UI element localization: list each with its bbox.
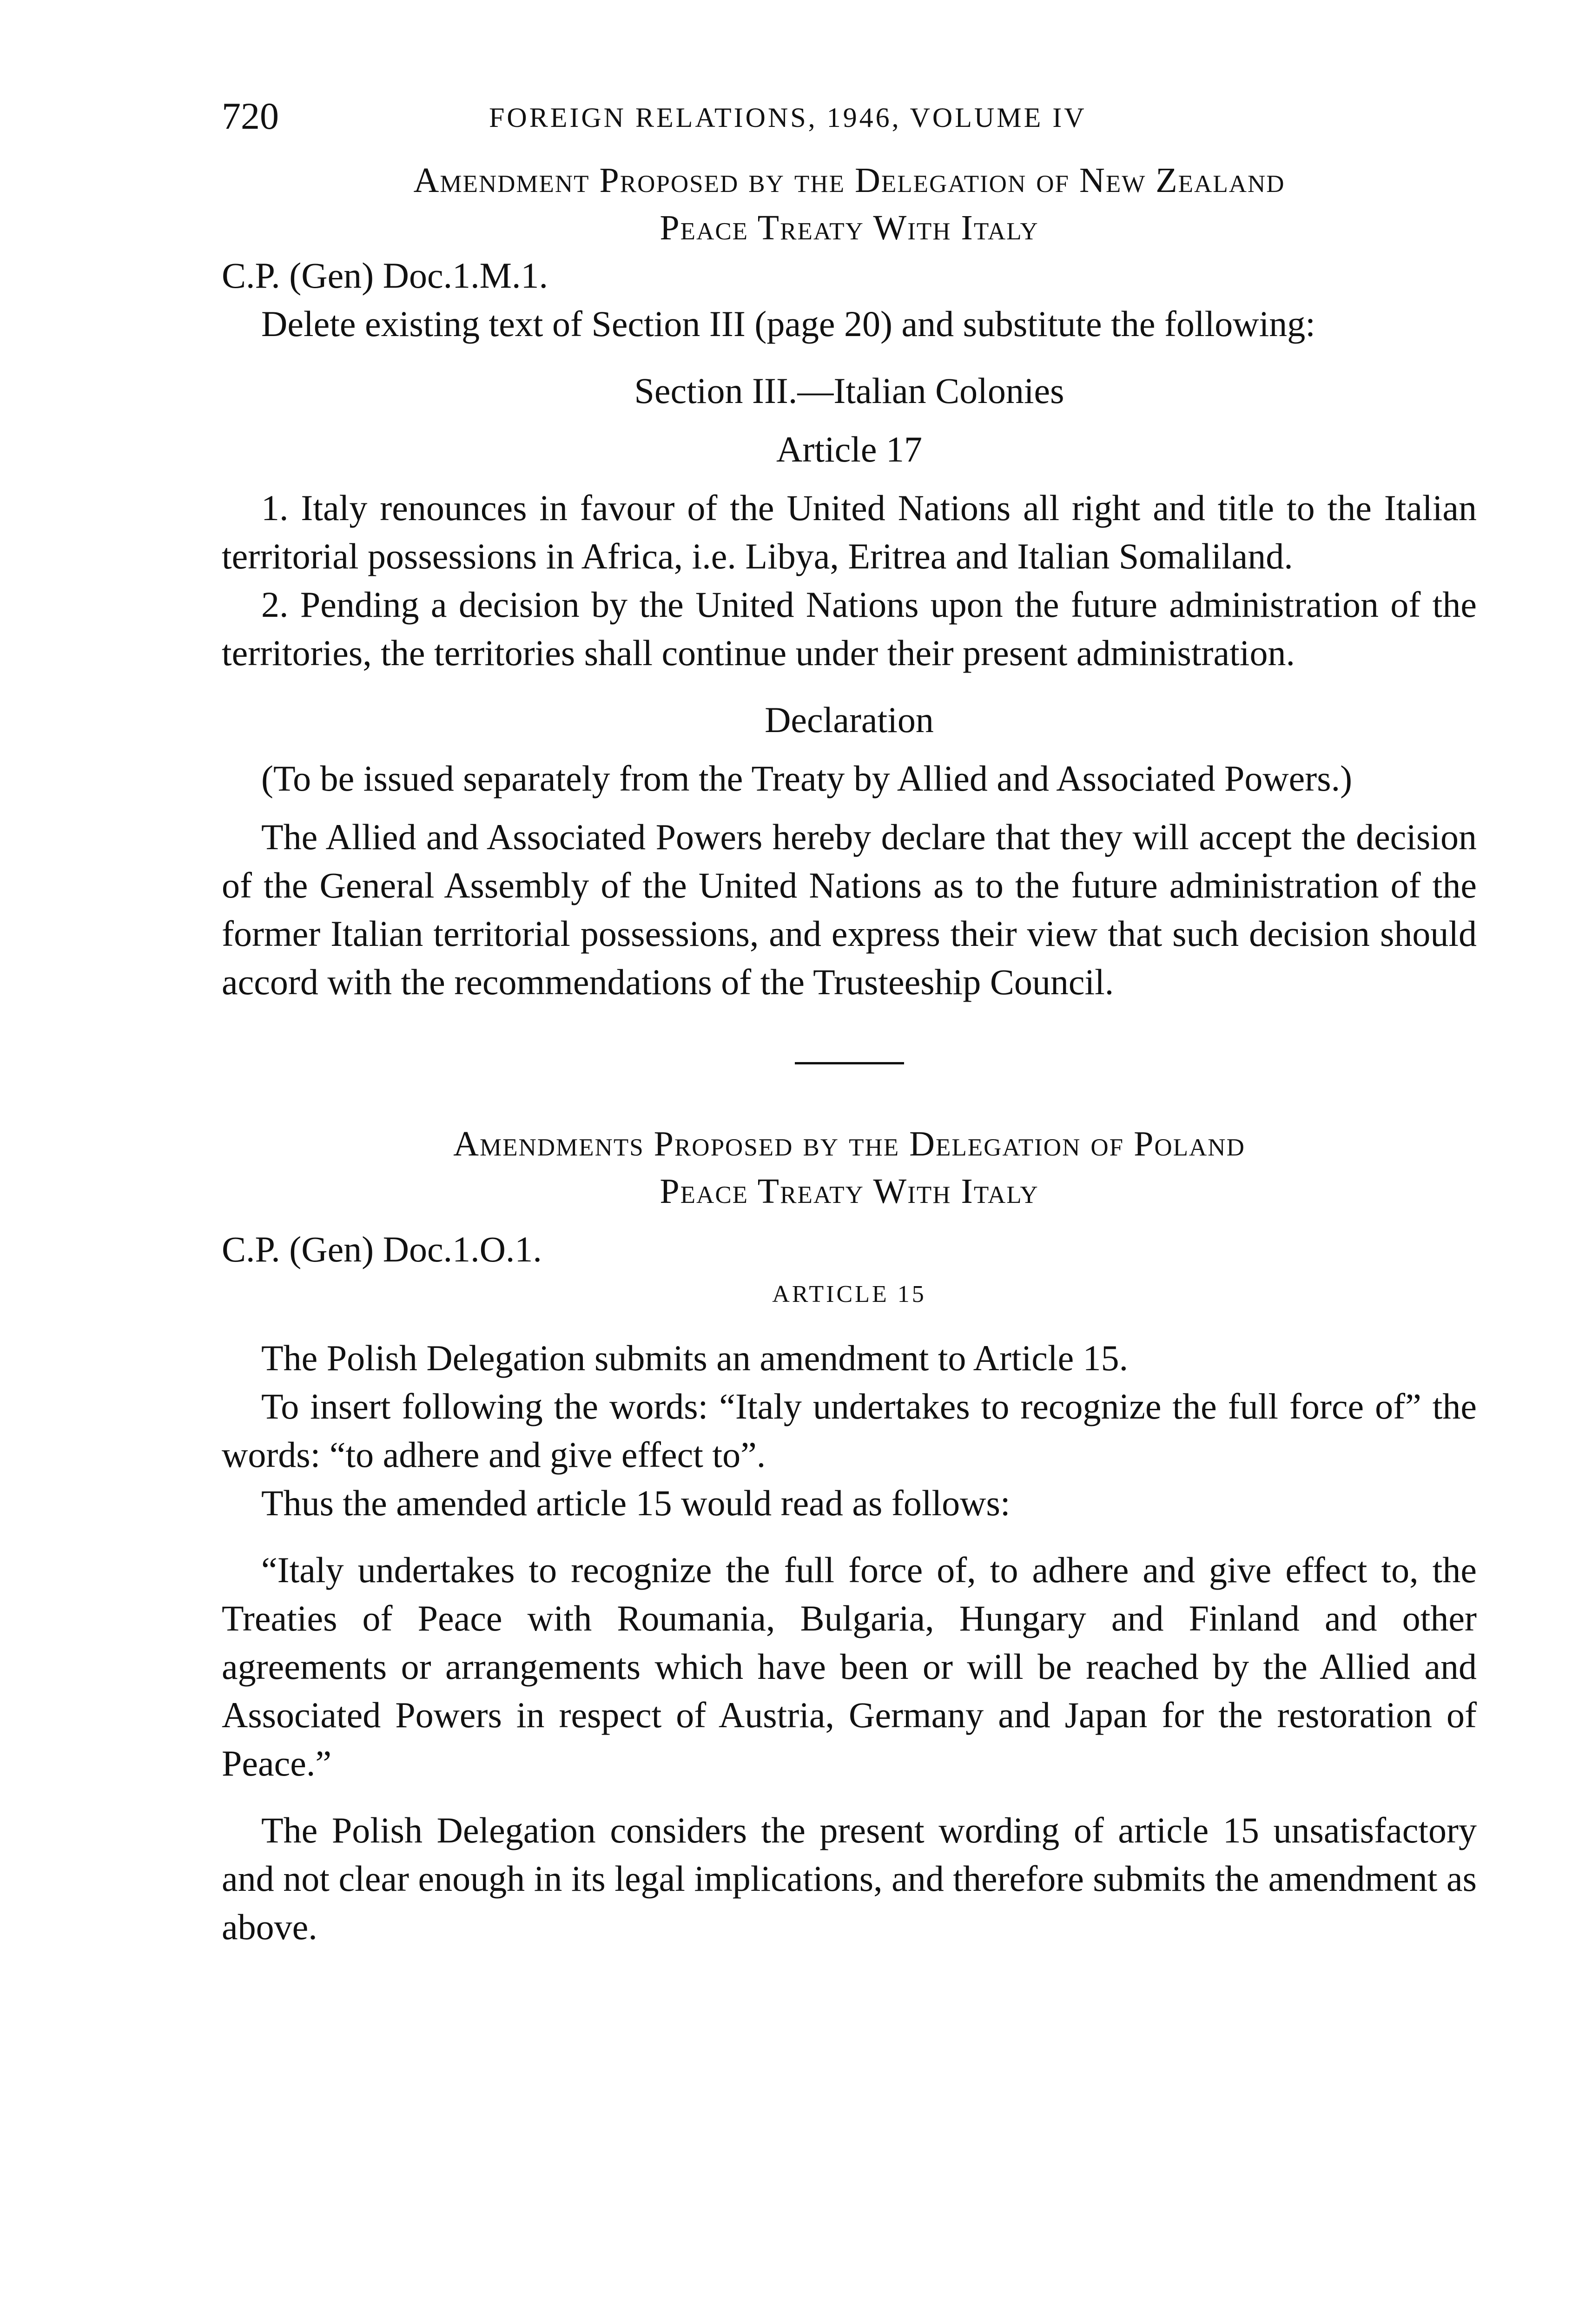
poland-subheading: Peace Treaty With Italy [660,1172,1039,1211]
page-number: 720 [222,95,279,137]
amended-article-quote: “Italy undertakes to recognize the full force of, to adhere and give effect to, the Treaties of Peace with Roumania, Bulgaria, Hungary and Finland and other agreements or arrangements which have been or will be reached by the Allied and Associated Powers in respect of Austria, Germany and Japan for the restoration of Peace.” [222,1550,1477,1783]
poland-paragraph-2: To insert following the words: “Italy undertakes to recognize the full force of” the words: “to adhere and give effect to”. [222,1386,1477,1475]
running-title: FOREIGN RELATIONS, 1946, VOLUME IV [489,102,1087,133]
poland-article-heading: ARTICLE 15 [772,1281,926,1307]
nz-heading: Amendment Proposed by the Delegation of New Zealand [413,161,1285,200]
poland-amendment [222,1120,1477,1951]
nz-section-title: Section III.—Italian Colonies [634,370,1064,411]
nz-instruction: Delete existing text of Section III (page 20) and substitute the following: [261,304,1315,344]
nz-subheading: Peace Treaty With Italy [660,208,1039,247]
poland-heading: Amendments Proposed by the Delegation of Poland [453,1124,1245,1163]
poland-doc-reference: C.P. (Gen) Doc.1.O.1. [222,1229,542,1269]
nz-paragraph-1: 1. Italy renounces in favour of the United Nations all right and title to the Italian territorial possessions in Africa, i.e. Libya, Eritrea and Italian Somaliland. [222,488,1477,576]
nz-doc-reference: C.P. (Gen) Doc.1.M.1. [222,255,548,296]
poland-paragraph-3: Thus the amended article 15 would read as follows: [261,1483,1011,1523]
nz-declaration-title: Declaration [765,700,934,740]
nz-declaration-note: (To be issued separately from the Treaty by Allied and Associated Powers.) [261,758,1353,799]
page-header [222,95,1477,146]
document-page [222,95,1477,1951]
poland-conclusion: The Polish Delegation considers the present wording of article 15 unsatisfactory and not clear enough in its legal implications, and therefore submits the amendment as above. [222,1810,1477,1947]
nz-article-title: Article 17 [776,429,923,469]
new-zealand-amendment [222,157,1477,1006]
nz-paragraph-2: 2. Pending a decision by the United Nations upon the future administration of the territories, the territories shall continue under their present administration. [222,584,1477,673]
nz-declaration-text: The Allied and Associated Powers hereby declare that they will accept the decision of the General Assembly of the United Nations as to the future administration of the former Italian territorial possessions, and express their view that such decision should accord with the recommendations of the Trusteeship Council. [222,817,1477,1002]
poland-paragraph-1: The Polish Delegation submits an amendment to Article 15. [261,1338,1129,1378]
